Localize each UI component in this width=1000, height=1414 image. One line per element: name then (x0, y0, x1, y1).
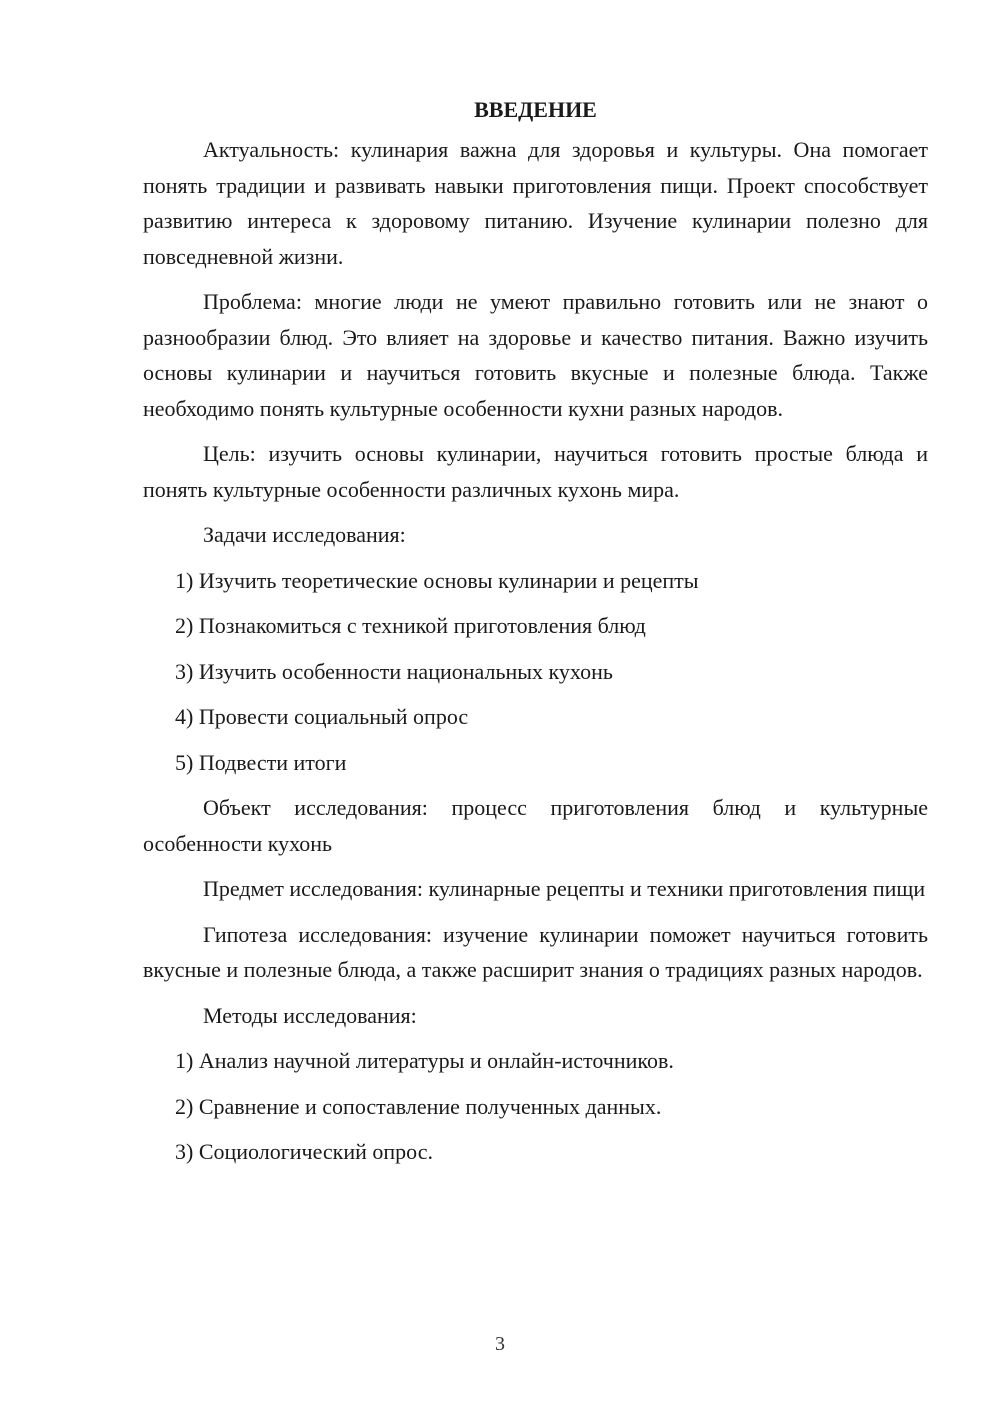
tasks-title: Задачи исследования: (203, 522, 406, 547)
paragraph-object: Объект исследования: процесс приготовления блюд и культурные особенности кухонь (143, 795, 928, 856)
list-item: 1) Изучить теоретические основы кулинарии и рецепты (175, 567, 699, 593)
methods-title: Методы исследования: (203, 1002, 417, 1028)
paragraph-goal: Цель: изучить основы кулинарии, научиться готовить простые блюда и понять культурные особенности различных кухонь мира. (143, 441, 928, 502)
paragraph-hypothesis: Гипотеза исследования: изучение кулинарии поможет научиться готовить вкусные и полезные блюда, а также расширит знания о традициях разных народов. (143, 921, 928, 982)
list-item: 1) Анализ научной литературы и онлайн-источников. (175, 1048, 674, 1073)
paragraph-problem: Проблема: многие люди не умеют правильно готовить или не знают о разнообразии блюд. Это влияет на здоровье и качество питания. Важно изучить основы кулинарии и научиться готовить вкусные и полезные блюда. Также необходимо понять культурные особенности кухни разных народов. (143, 289, 928, 421)
list-item: 5) Подвести итоги (175, 749, 347, 775)
list-item: 4) Провести социальный опрос (175, 704, 469, 729)
list-item: 3) Изучить особенности национальных кухонь (175, 658, 613, 684)
tasks-list (143, 563, 928, 781)
paragraph-relevance: Актуальность: кулинария важна для здоровья и культуры. Она помогает понять традиции и развивать навыки приготовления пищи. Проект способствует развитию интереса к здоровому питанию. Изучение кулинарии полезно для повседневной жизни. (143, 137, 928, 269)
methods-list (143, 1043, 928, 1170)
page-number: 3 (495, 1333, 505, 1355)
list-item: 2) Сравнение и сопоставление полученных данных. (175, 1093, 662, 1119)
list-item: 2) Познакомиться с техникой приготовления блюд (175, 613, 646, 638)
document-page (143, 92, 928, 1180)
list-item: 3) Социологический опрос. (175, 1139, 433, 1164)
section-heading: ВВЕДЕНИЕ (474, 97, 597, 122)
paragraph-subject: Предмет исследования: кулинарные рецепты и техники приготовления пищи (203, 876, 926, 901)
